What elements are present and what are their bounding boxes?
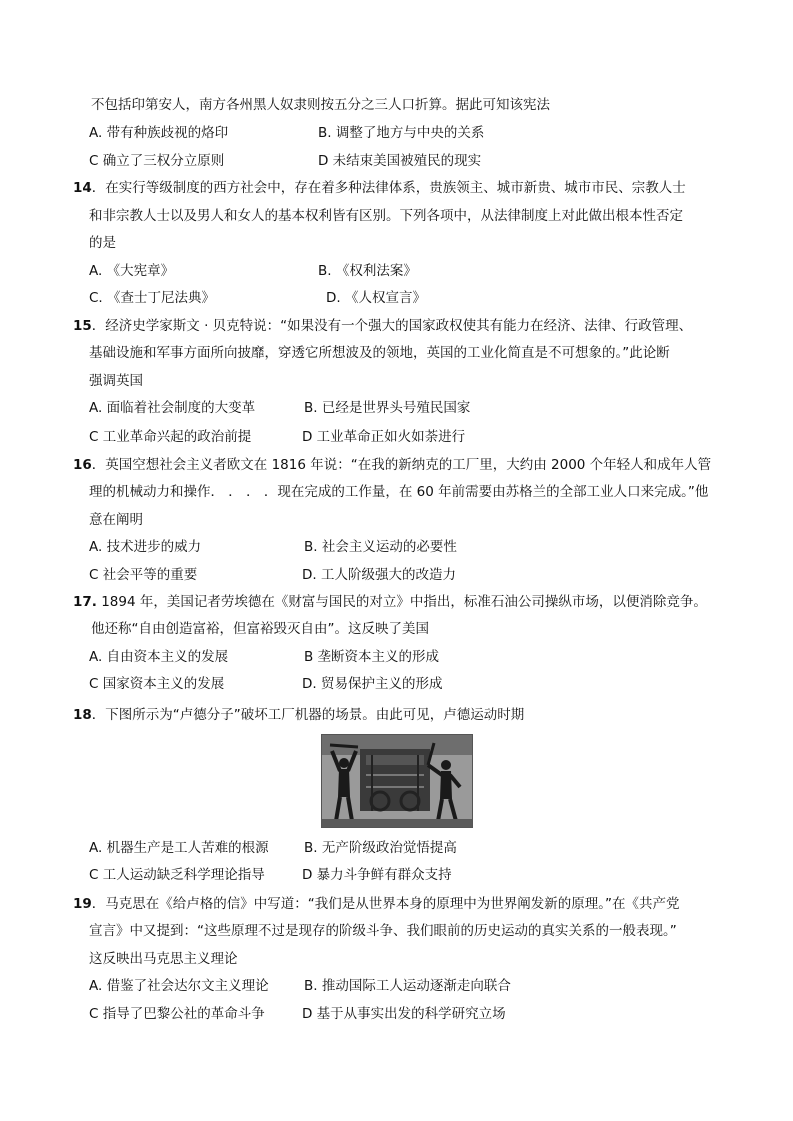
q15-stem-line1 <box>73 317 692 335</box>
q14-stem-text1: ．在实行等级制度的西方社会中，存在着多种法律体系，贵族领主、城市新贵、城市市民、宗教人士 <box>91 180 686 196</box>
q16-stem-line1 <box>73 456 711 474</box>
q15-stem-text1: ．经济史学家斯文 · 贝克特说：“如果没有一个强大的国家政权使其有能力在经济、法律、行政管理、 <box>91 318 693 334</box>
q14-option-a[interactable]: A. 《大宪章》 <box>89 263 175 279</box>
q19-option-a[interactable]: A. 借鉴了社会达尔文主义理论 <box>89 978 269 994</box>
q19-stem-line3: 这反映出马克思主义理论 <box>89 951 238 967</box>
q18-option-c[interactable]: C 工人运动缺乏科学理论指导 <box>89 867 265 883</box>
q17-number: 17. <box>73 594 97 610</box>
q18-number: 18 <box>73 707 92 723</box>
q16-option-d[interactable]: D. 工人阶级强大的改造力 <box>302 567 456 583</box>
q19-stem-line1 <box>73 895 680 913</box>
q19-option-d[interactable]: D 基于从事实出发的科学研究立场 <box>302 1006 506 1022</box>
q18-stem-line1 <box>73 706 524 724</box>
luddite-illustration <box>322 735 472 827</box>
q14-number: 14 <box>73 180 92 196</box>
q14-option-b[interactable]: B. 《权利法案》 <box>318 263 417 279</box>
q14-stem-line3: 的是 <box>89 235 116 251</box>
q17-stem-text1: 1894 年，美国记者劳埃德在《财富与国民的对立》中指出，标准石油公司操纵市场，以便消除竞争。 <box>96 594 707 610</box>
q14-stem-line1 <box>73 179 686 197</box>
q15-option-b[interactable]: B. 已经是世界头号殖民国家 <box>304 400 471 416</box>
q13-option-b[interactable]: B. 调整了地方与中央的关系 <box>318 125 485 141</box>
q13-stem-continued: 不包括印第安人，南方各州黑人奴隶则按五分之三人口折算。据此可知该宪法 <box>91 97 550 113</box>
q15-option-d[interactable]: D 工业革命正如火如荼进行 <box>302 429 466 445</box>
q16-option-a[interactable]: A. 技术进步的威力 <box>89 539 202 555</box>
q19-number: 19 <box>73 896 92 912</box>
q15-option-c[interactable]: C 工业革命兴起的政治前提 <box>89 429 252 445</box>
q16-option-c[interactable]: C 社会平等的重要 <box>89 567 198 583</box>
q18-stem-text1: ．下图所示为“卢德分子”破坏工厂机器的场景。由此可见，卢德运动时期 <box>91 707 525 723</box>
q13-option-a[interactable]: A. 带有种族歧视的烙印 <box>89 125 229 141</box>
q17-stem-line2: 他还称“自由创造富裕，但富裕毁灭自由”。这反映了美国 <box>91 621 429 637</box>
q15-stem-line2: 基础设施和军事方面所向披靡，穿透它所想波及的领地，英国的工业化简直是不可想象的。”此论断 <box>89 345 670 361</box>
q14-option-d[interactable]: D. 《人权宣言》 <box>326 290 426 306</box>
q19-option-c[interactable]: C 指导了巴黎公社的革命斗争 <box>89 1006 265 1022</box>
q19-stem-line2: 宣言》中又提到：“这些原理不过是现存的阶级斗争、我们眼前的历史运动的真实关系的一般表现。” <box>89 923 677 939</box>
q17-option-a[interactable]: A. 自由资本主义的发展 <box>89 649 229 665</box>
q16-stem-line2: 理的机械动力和操作． ． ． ．现在完成的工作量，在 60 年前需要由苏格兰的全部工业人口来完成。”他 <box>89 484 709 500</box>
q19-stem-text1: ．马克思在《给卢格的信》中写道：“我们是从世界本身的原理中为世界阐发新的原理。”在《共产党 <box>91 896 680 912</box>
q18-option-a[interactable]: A. 机器生产是工人苦难的根源 <box>89 840 269 856</box>
q17-option-d[interactable]: D. 贸易保护主义的形成 <box>302 676 443 692</box>
q14-stem-line2: 和非宗教人士以及男人和女人的基本权利皆有区别。下列各项中，从法律制度上对此做出根本性否定 <box>89 208 683 224</box>
q16-option-b[interactable]: B. 社会主义运动的必要性 <box>304 539 457 555</box>
q17-option-c[interactable]: C 国家资本主义的发展 <box>89 676 225 692</box>
q13-option-d[interactable]: D 未结束美国被殖民的现实 <box>318 153 482 169</box>
q15-number: 15 <box>73 318 92 334</box>
q17-option-b[interactable]: B 垄断资本主义的形成 <box>304 649 440 665</box>
q17-stem-line1 <box>73 593 707 611</box>
q15-option-a[interactable]: A. 面临着社会制度的大变革 <box>89 400 256 416</box>
q15-stem-line3: 强调英国 <box>89 373 143 389</box>
q16-number: 16 <box>73 457 92 473</box>
q18-option-d[interactable]: D 暴力斗争鲜有群众支持 <box>302 867 452 883</box>
q16-stem-line3: 意在阐明 <box>89 512 143 528</box>
q13-option-c[interactable]: C 确立了三权分立原则 <box>89 153 225 169</box>
q14-option-c[interactable]: C. 《查士丁尼法典》 <box>89 290 216 306</box>
q19-option-b[interactable]: B. 推动国际工人运动逐渐走向联合 <box>304 978 511 994</box>
q18-option-b[interactable]: B. 无产阶级政治觉悟提高 <box>304 840 457 856</box>
luddite-machine-breaking-image <box>321 734 473 828</box>
q16-stem-text1: ．英国空想社会主义者欧文在 1816 年说：“在我的新纳克的工厂里，大约由 2000 个年轻人和成年人管 <box>91 457 712 473</box>
